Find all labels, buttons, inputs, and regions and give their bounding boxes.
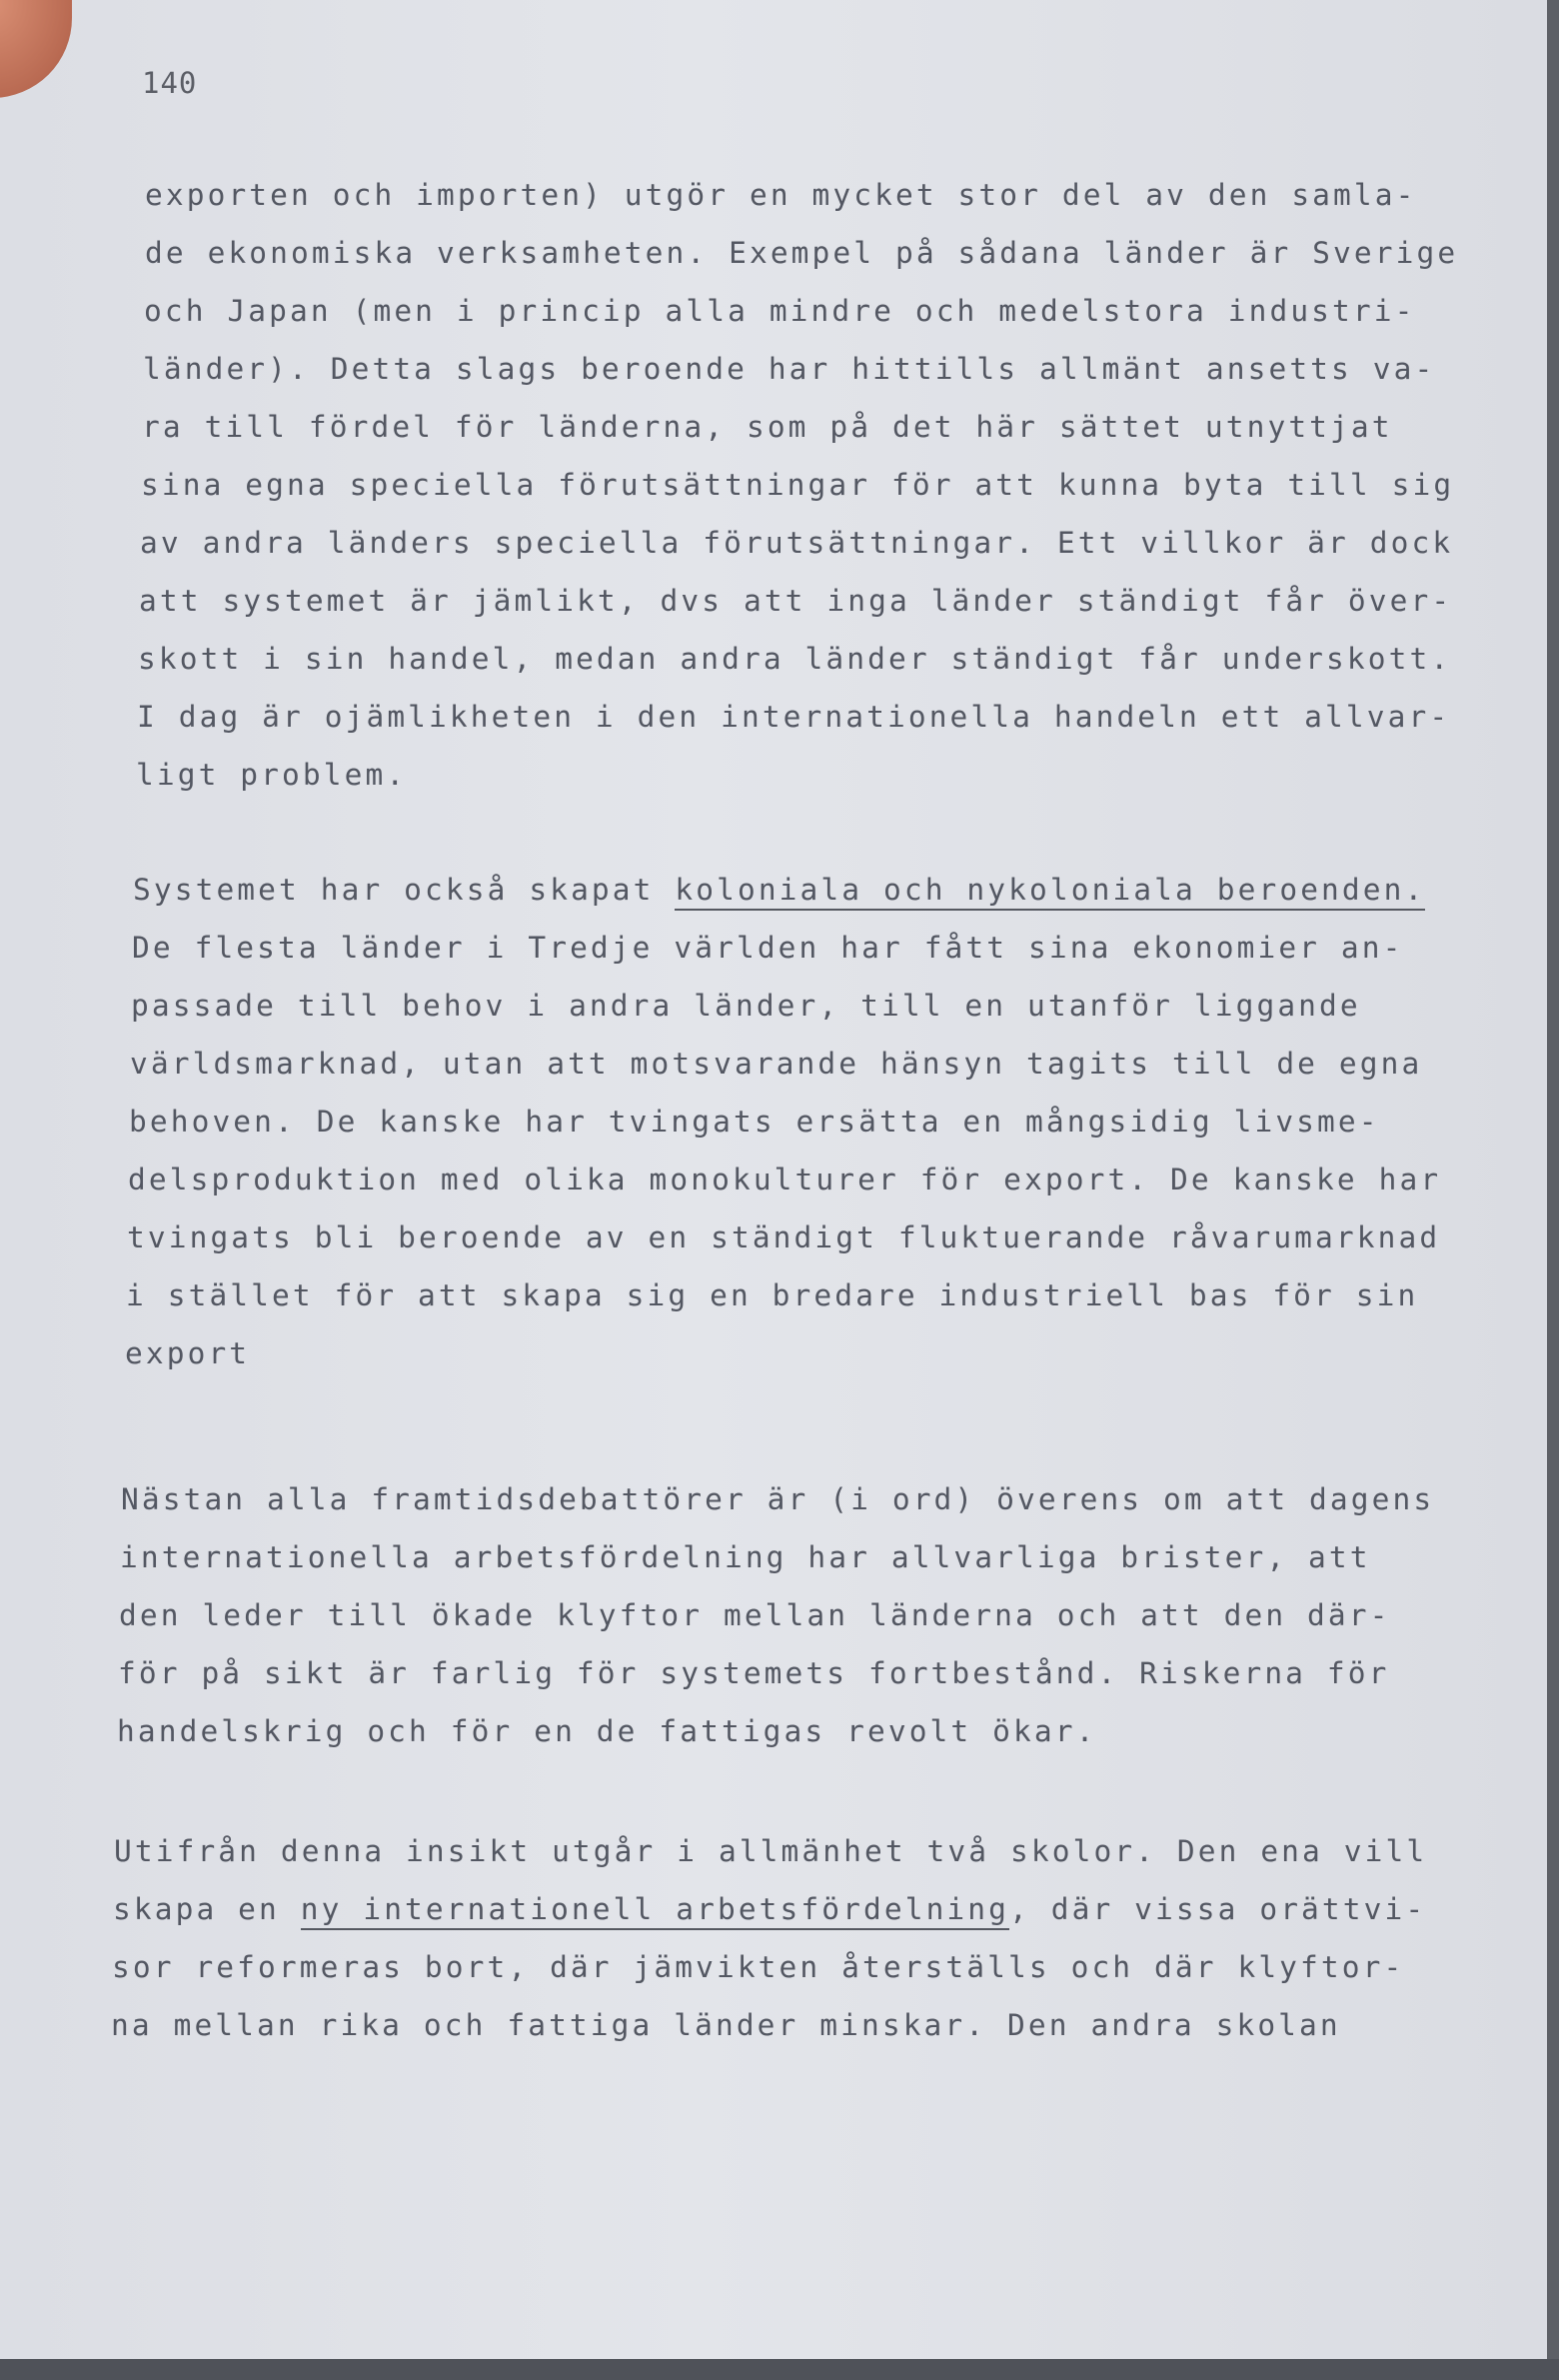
page-bottom-edge xyxy=(0,2359,1559,2380)
text-line: I dag är ojämlikheten i den internationella handeln ett allvar- xyxy=(137,700,1451,734)
text-line: behoven. De kanske har tvingats ersätta en mångsidig livsme- xyxy=(129,1105,1380,1139)
text-line: sor reformeras bort, där jämvikten återställs och där klyftor- xyxy=(112,1950,1405,1984)
text-line: passade till behov i andra länder, till en utanför liggande xyxy=(131,989,1361,1023)
text-line: na mellan rika och fattiga länder minskar. Den andra skolan xyxy=(111,2008,1341,2042)
text-line: export xyxy=(125,1336,251,1370)
text-line: för på sikt är farlig för systemets fortbestånd. Riskerna för xyxy=(118,1656,1390,1690)
text-line: och Japan (men i princip alla mindre och medelstora industri- xyxy=(144,294,1416,328)
text-line: handelskrig och för en de fattigas revolt ökar. xyxy=(117,1714,1097,1748)
underlined-phrase: ny internationell arbetsfördelning xyxy=(301,1892,1009,1930)
underlined-phrase: koloniala och nykoloniala beroenden. xyxy=(675,873,1425,911)
text-line: att systemet är jämlikt, dvs att inga länder ständigt får över- xyxy=(139,584,1453,618)
text-line: tvingats bli beroende av en ständigt fluktuerande råvarumarknad xyxy=(127,1220,1441,1254)
text-line: De flesta länder i Tredje världen har fått sina ekonomier an- xyxy=(132,931,1404,965)
text-line: världsmarknad, utan att motsvarande hänsyn tagits till de egna xyxy=(130,1047,1423,1081)
text-line: ligt problem. xyxy=(136,758,408,792)
text-line: ra till fördel för länderna, som på det här sättet utnyttjat xyxy=(142,410,1393,444)
text-line: exporten och importen) utgör en mycket stor del av den samla- xyxy=(145,178,1417,212)
text-line: länder). Detta slags beroende har hittills allmänt ansetts va- xyxy=(143,352,1436,386)
text-line: de ekonomiska verksamheten. Exempel på sådana länder är Sverige xyxy=(145,236,1459,270)
text-line: Nästan alla framtidsdebattörer är (i ord) överens om att dagens xyxy=(121,1482,1435,1516)
text-line: Systemet har också skapat koloniala och nykoloniala beroenden. xyxy=(133,873,1425,907)
page-number: 140 xyxy=(142,66,198,100)
text-line: delsproduktion med olika monokulturer för export. De kanske har xyxy=(128,1163,1442,1196)
text-line: skott i sin handel, medan andra länder ständigt får underskott. xyxy=(138,642,1452,676)
text-line: sina egna speciella förutsättningar för att kunna byta till sig xyxy=(141,468,1455,502)
text-line: i stället för att skapa sig en bredare industriell bas för sin xyxy=(126,1278,1419,1312)
text-line: den leder till ökade klyftor mellan länderna och att den där- xyxy=(119,1598,1391,1632)
thumb-finger xyxy=(0,0,72,98)
text-line: internationella arbetsfördelning har allvarliga brister, att xyxy=(120,1540,1371,1574)
text-line: skapa en ny internationell arbetsfördelning, där vissa orättvi- xyxy=(113,1892,1426,1926)
text-line: av andra länders speciella förutsättningar. Ett villkor är dock xyxy=(140,526,1454,560)
text-line: Utifrån denna insikt utgår i allmänhet två skolor. Den ena vill xyxy=(114,1834,1428,1868)
